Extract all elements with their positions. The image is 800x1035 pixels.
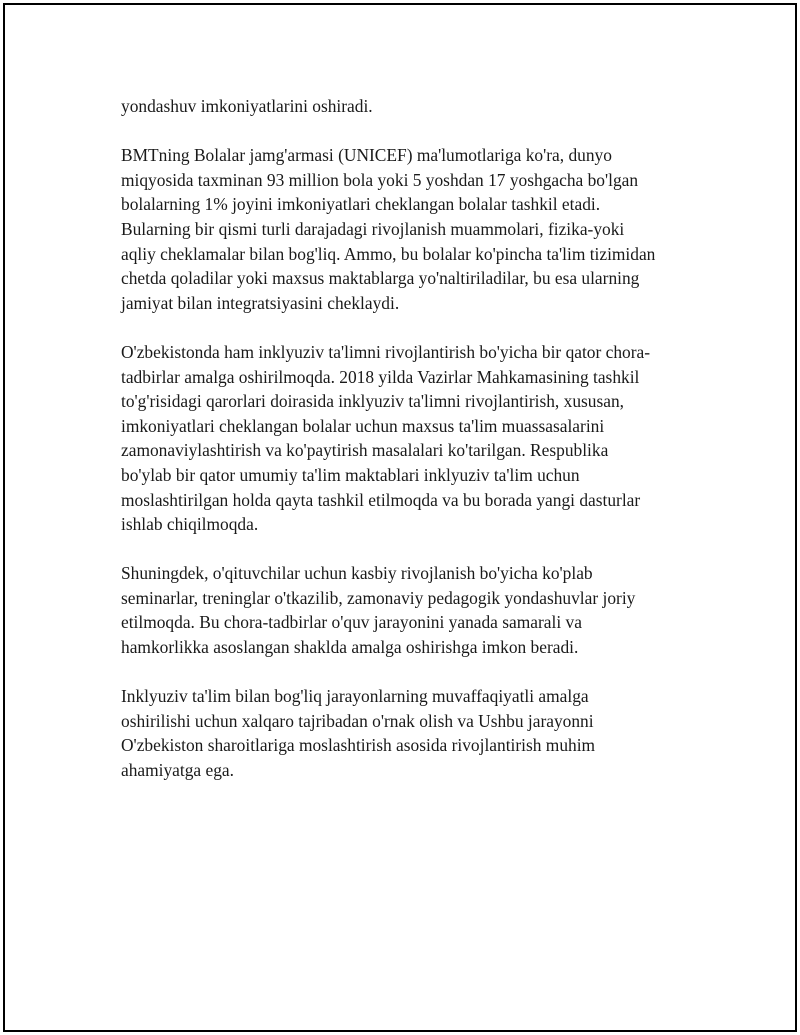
text-line: moslashtirilgan holda qayta tashkil etilmoqda va bu borada yangi dasturlar [121,489,641,510]
text-line: ahamiyatga ega. [121,760,234,781]
text-line: bo'ylab bir qator umumiy ta'lim maktablari inklyuziv ta'lim uchun [121,464,580,485]
text-line: tadbirlar amalga oshirilmoqda. 2018 yilda Vazirlar Mahkamasining tashkil [121,366,640,387]
paragraph [121,561,696,659]
text-line: to'g'risidagi qarorlari doirasida inklyuziv ta'limni rivojlantirish, xususan, [121,391,625,412]
paragraph [121,143,696,315]
text-line: seminarlar, treninglar o'tkazilib, zamonaviy pedagogik yondashuvlar joriy [121,587,636,608]
text-line: BMTning Bolalar jamg'armasi (UNICEF) ma'lumotlariga ko'ra, dunyo [121,145,612,166]
text-line: chetda qoladilar yoki maxsus maktablarga yo'naltiriladilar, bu esa ularning [121,268,640,289]
text-line: oshirilishi uchun xalqaro tajribadan o'rnak olish va Ushbu jarayonni [121,710,594,731]
text-line: jamiyat bilan integratsiyasini cheklaydi. [121,292,400,313]
text-line: O'zbekistonda ham inklyuziv ta'limni rivojlantirish bo'yicha bir qator chora- [121,341,651,362]
text-line: O'zbekiston sharoitlariga moslashtirish asosida rivojlantirish muhim [121,735,596,756]
text-line: Bularning bir qismi turli darajadagi rivojlanish muammolari, fizika-yoki [121,218,625,239]
text-line: aqliy cheklamalar bilan bog'liq. Ammo, bu bolalar ko'pincha ta'lim tizimidan [121,243,656,264]
page-frame [3,3,797,1032]
text-line: bolalarning 1% joyini imkoniyatlari cheklangan bolalar tashkil etadi. [121,194,601,215]
text-line: hamkorlikka asoslangan shaklda amalga oshirishga imkon beradi. [121,637,579,658]
text-line: miqyosida taxminan 93 million bola yoki 5 yoshdan 17 yoshgacha bo'lgan [121,169,639,190]
text-line: ishlab chiqilmoqda. [121,514,259,535]
text-line: Inklyuziv ta'lim bilan bog'liq jarayonlarning muvaffaqiyatli amalga [121,686,589,707]
paragraph [121,340,696,537]
paragraph [121,684,696,782]
text-line: Shuningdek, o'qituvchilar uchun kasbiy rivojlanish bo'yicha ko'plab [121,563,593,584]
paragraph [121,94,696,119]
text-line: etilmoqda. Bu chora-tadbirlar o'quv jarayonini yanada samarali va [121,612,582,633]
document-body [121,94,696,807]
text-line: zamonaviylashtirish va ko'paytirish masalalari ko'tarilgan. Respublika [121,440,609,461]
text-line: yondashuv imkoniyatlarini oshiradi. [121,96,373,116]
text-line: imkoniyatlari cheklangan bolalar uchun maxsus ta'lim muassasalarini [121,415,605,436]
